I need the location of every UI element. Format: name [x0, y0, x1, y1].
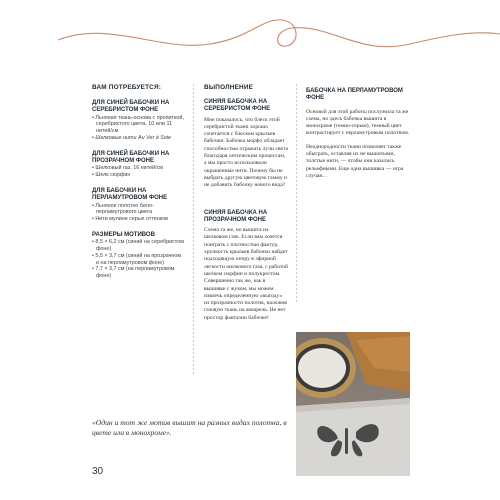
list-item: • Льняное полотно бело-перламутрового цвета: [92, 202, 154, 216]
pearl-column: [306, 88, 410, 180]
instructions-title: ВЫПОЛНЕНИЕ: [204, 84, 254, 91]
instructions-section: [204, 99, 288, 190]
embroidery-photo: [296, 332, 410, 476]
section-heading: РАЗМЕРЫ МОТИВОВ: [92, 231, 155, 238]
section-heading: ДЛЯ СИНЕЙ БАБОЧКИ НА СЕРЕБРИСТОМ ФОНЕ: [92, 100, 170, 114]
instructions-section: [204, 210, 288, 322]
list-item: • Шелковые нити Au Ver à Soie: [92, 134, 172, 141]
list-item: • Шелк сюрфин: [92, 172, 131, 179]
decorative-thread: [0, 0, 500, 70]
list-item: • 5,5 × 3,7 см (синий на прозрачном и на перламутровом фоне): [92, 252, 182, 266]
materials-section: [92, 188, 184, 223]
section-heading: СИНЯЯ БАБОЧКА НА СЕРЕБРИСТОМ ФОНЕ: [204, 99, 271, 113]
instructions-column: [204, 84, 288, 322]
sizes-section: [92, 232, 184, 280]
page-number: 30: [92, 466, 104, 477]
paragraph: Схема та же, но вышита на шелковом газе. Если вам хочется поиграть с плотностью фактур, хрупкость крыльев бабочки найдет подходящую опору в эфирной легкости шелкового газа, с работой шелком сюрфин и полукрестом. Совершенно так же, как в вышивке с жуком, мы можем извлечь определенную «выгоду» из прозрачности полотна, наложив газовую ткань на акварель. Не нет простор фантазии бабочке!: [204, 227, 288, 321]
embroidery-photo-illustration: [296, 332, 410, 476]
section-heading: ДЛЯ СИНЕЙ БАБОЧКИ НА ПРОЗРАЧНОМ ФОНЕ: [92, 150, 170, 165]
section-heading: ДЛЯ БАБОЧКИ НА ПЕРЛАМУТРОВОМ ФОНЕ: [92, 187, 168, 202]
section-heading: БАБОЧКА НА ПЕРЛАМУТРОВОМ ФОНЕ: [306, 88, 403, 102]
list-item: • 7,7 × 3,7 см (на перламутровом фоне): [92, 266, 175, 280]
list-item: • 8,5 × 6,2 см (синий на серебристом фоне): [92, 239, 184, 253]
list-item: • Нити мулине серых оттенков: [92, 216, 169, 223]
column-divider: [296, 84, 297, 304]
materials-column: [92, 84, 184, 280]
section-heading: СИНЯЯ БАБОЧКА НА ПРОЗРАЧНОМ ФОНЕ: [204, 209, 268, 223]
materials-section: [92, 151, 184, 179]
pull-quote: «Один и тот же мотив вышит на разных видах полотна, в цвете или в монохроме».: [92, 418, 287, 437]
materials-title: ВАМ ПОТРЕБУЕТСЯ:: [92, 84, 162, 91]
list-item: • Шелковый газ, 16 нитей/см: [92, 165, 164, 172]
list-item: • Льняная ткань-основа с пропиткой, серебристого цвета, 10 или 11 нитей/см: [92, 114, 184, 135]
paragraph: Основой для этой работы послужила та же схема, но здесь бабочка вышита в монохроме (темно-серым), темный цвет контрастирует с перламутровым полотном.: [306, 108, 410, 137]
paragraph: Мне показалось, что блеск этой серебристой ткани хорошо сочетается с блеском крыльев бабочки. Бабочка морфо обладает способностью отражать лучи света благодаря оптическим процессам, а мы просто использовали окрашенные нити. Почему бы не выбрать другую цветовую гамму и не добавить бабочку нового вида?: [204, 116, 288, 189]
column-divider: [193, 84, 194, 374]
paragraph: Неоднородности ткани позволяет также обыграть, оставляя их не вышитыми, толстые нити, — чтобы они казались рельефными. Еще одна вышивка — игра случая…: [306, 143, 404, 179]
materials-section: [92, 100, 184, 142]
